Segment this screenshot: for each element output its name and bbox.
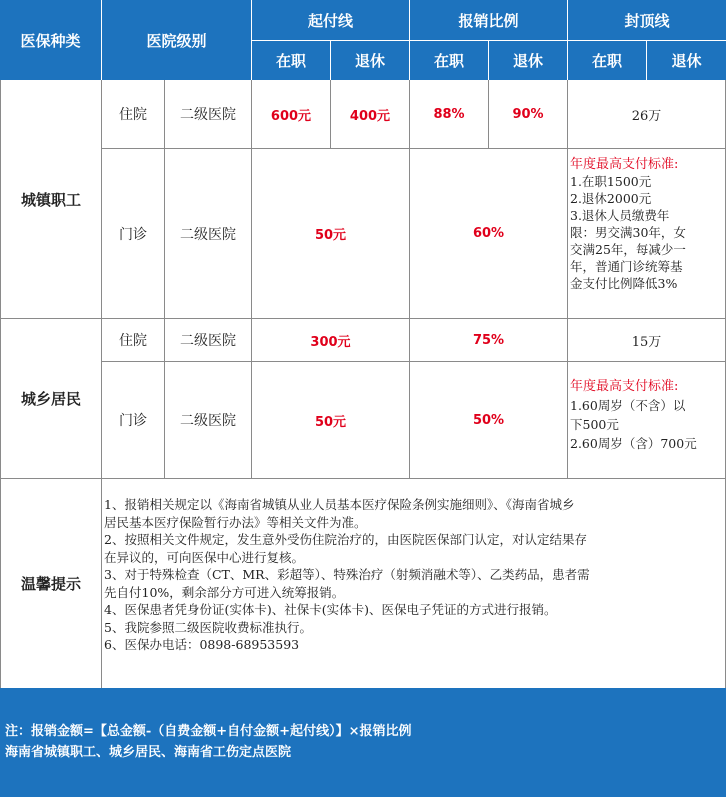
urban-inpatient-deductible-retired: 400元 [349,108,391,124]
cap-line: 2.60周岁（含）700元 [570,436,697,451]
tip-line: 4、医保患者凭身份证(实体卡)、社保卡(实体卡)、医保电子凭证的方式进行报销。 [104,602,557,617]
rural-inpatient-kind: 住院 [119,333,147,349]
rural-inpatient-ratio: 75% [472,332,505,348]
urban-outpatient-deductible: 50元 [314,228,347,243]
cap-line: 1.60周岁（不含）以 [570,398,686,413]
footer-banner [0,688,726,797]
header-ratio: 报销比例 [458,11,519,30]
header-ratio-employed: 在职 [433,52,464,70]
tip-line: 居民基本医疗保险暂行办法》等相关文件为准。 [104,514,367,530]
tip-line: 先自付10%，剩余部分方可进入统筹报销。 [104,584,345,600]
rural-residents-label: 城乡居民 [20,390,81,408]
cap-line: 2.退休2000元 [570,191,652,206]
rural-outpatient-ratio: 50% [472,412,505,428]
tip-line: 在异议的，可向医保中心进行复核。 [104,549,305,565]
tip-line: 2、按照相关文件规定，发生意外受伤住院治疗的，由医院医保部门认定，对认定结果存 [104,532,587,547]
header-ratio-retired: 退休 [512,52,543,70]
rural-outpatient-cap-note [570,377,725,453]
cap-line: 限：男交满30年，女 [570,225,686,240]
urban-workers-label: 城镇职工 [20,190,81,209]
cap-line: 交满25年，每减少一 [570,242,686,257]
urban-inpatient-ratio-retired: 90% [512,106,544,122]
tips-label: 温馨提示 [20,575,81,593]
rural-outpatient-level: 二级医院 [180,413,236,429]
header-insurance-type: 医保种类 [20,31,81,50]
cap-line: 3.退休人员缴费年 [570,208,670,223]
tip-line: 6、医保办电话：0898-68953593 [104,637,300,652]
header-hospital-level: 医院级别 [146,31,207,50]
tip-line: 1、报销相关规定以《海南省城镇从业人员基本医疗保险条例实施细则》、《海南省城乡 [104,497,575,512]
tip-line: 5、我院参照二级医院收费标准执行。 [104,619,312,635]
rural-inpatient-deductible: 300元 [310,334,351,350]
rural-outpatient-deductible: 50元 [314,414,347,430]
urban-inpatient-deductible-employed: 600元 [270,108,312,124]
rural-inpatient-level: 二级医院 [180,333,236,349]
urban-outpatient-kind: 门诊 [119,226,147,243]
header-deductible: 起付线 [307,11,353,30]
header-deductible-employed: 在职 [275,52,306,70]
tips-content [104,496,724,654]
rural-outpatient-cap-title: 年度最高支付标准: [570,379,679,394]
cap-line: 下500元 [570,417,619,432]
header-cap-employed: 在职 [591,52,622,70]
urban-inpatient-kind: 住院 [119,107,147,123]
rural-inpatient-cap: 15万 [631,334,662,350]
tip-line: 3、对于特殊检查（CT、MR、彩超等）、特殊治疗（射频消融术等）、乙类药品，患者需 [104,567,590,582]
footer-designation: 海南省城镇职工、城乡居民、海南省工伤定点医院 [5,745,292,760]
cap-line: 金支付比例降低3% [570,276,678,291]
urban-inpatient-cap: 26万 [631,108,662,124]
header-cap: 封顶线 [624,11,670,30]
cap-line: 1.在职1500元 [570,174,652,189]
header-deductible-retired: 退休 [354,52,385,70]
urban-inpatient-level: 二级医院 [180,107,236,123]
footer-formula: 注：报销金额=【总金额-（自费金额+自付金额+起付线）】×报销比例 [5,724,412,739]
urban-outpatient-cap-note [570,156,725,292]
urban-outpatient-level: 二级医院 [180,226,236,243]
cap-line: 年，普通门诊统筹基 [570,259,683,274]
rural-outpatient-kind: 门诊 [119,413,147,429]
urban-outpatient-ratio: 60% [472,226,505,241]
urban-outpatient-cap-title: 年度最高支付标准: [570,157,679,172]
header-cap-retired: 退休 [671,52,702,70]
urban-inpatient-ratio-employed: 88% [433,106,465,122]
